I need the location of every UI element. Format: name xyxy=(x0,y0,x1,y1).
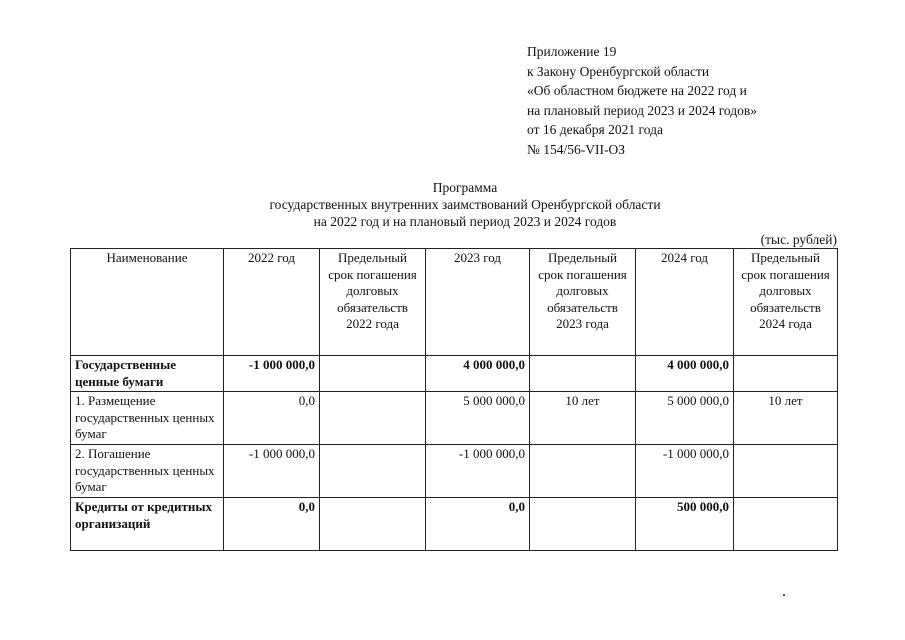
cell-term-2024 xyxy=(734,356,838,392)
cell-term-2022 xyxy=(320,392,426,445)
row-name: 1. Размещение государственных ценных бумаг xyxy=(71,392,224,445)
appendix-line: «Об областном бюджете на 2022 год и xyxy=(527,83,747,98)
appendix-line: № 154/56-VII-ОЗ xyxy=(527,141,626,157)
cell-2022: -1 000 000,0 xyxy=(224,445,320,498)
borrowing-program-table xyxy=(70,248,838,551)
cell-2022: 0,0 xyxy=(224,392,320,445)
cell-term-2023 xyxy=(530,356,636,392)
cell-2024: 5 000 000,0 xyxy=(636,392,734,445)
cell-2023: 4 000 000,0 xyxy=(426,356,530,392)
cell-2022: 0,0 xyxy=(224,498,320,551)
title-line: государственных внутренних заимствований Оренбургской области xyxy=(269,197,661,212)
appendix-line: от 16 декабря 2021 года xyxy=(527,122,663,137)
cell-2023: 5 000 000,0 xyxy=(426,392,530,445)
cell-2023: -1 000 000,0 xyxy=(426,445,530,498)
cell-2024: -1 000 000,0 xyxy=(636,445,734,498)
header-name: Наименование xyxy=(71,249,224,356)
header-2022: 2022 год xyxy=(224,249,320,356)
cell-term-2023 xyxy=(530,445,636,498)
appendix-line: на плановый период 2023 и 2024 годов» xyxy=(527,102,758,118)
cell-term-2024 xyxy=(734,498,838,551)
table-header-row xyxy=(71,249,838,356)
header-2023: 2023 год xyxy=(426,249,530,356)
appendix-line: к Закону Оренбургской области xyxy=(527,63,710,79)
cell-term-2022 xyxy=(320,356,426,392)
cell-term-2022 xyxy=(320,445,426,498)
document-title xyxy=(230,179,700,230)
header-2024: 2024 год xyxy=(636,249,734,356)
header-term-2022: Предельный срок погашения долговых обязательств 2022 года xyxy=(320,249,426,356)
table-row xyxy=(71,498,838,551)
cell-2024: 500 000,0 xyxy=(636,498,734,551)
appendix-block xyxy=(527,42,757,159)
units-label: (тыс. рублей) xyxy=(760,232,837,247)
cell-term-2024: 10 лет xyxy=(734,392,838,445)
table-row xyxy=(71,445,838,498)
appendix-line: Приложение 19 xyxy=(527,44,617,59)
cell-2024: 4 000 000,0 xyxy=(636,356,734,392)
row-name: 2. Погашение государственных ценных бумаг xyxy=(71,445,224,498)
cell-term-2024 xyxy=(734,445,838,498)
table-row xyxy=(71,392,838,445)
cell-2022: -1 000 000,0 xyxy=(224,356,320,392)
header-term-2024: Предельный срок погашения долговых обязательств 2024 года xyxy=(734,249,838,356)
cell-term-2023 xyxy=(530,498,636,551)
row-name: Кредиты от кредитных организаций xyxy=(71,498,224,551)
cell-2023: 0,0 xyxy=(426,498,530,551)
scan-speck xyxy=(783,594,785,596)
header-term-2023: Предельный срок погашения долговых обязательств 2023 года xyxy=(530,249,636,356)
cell-term-2022 xyxy=(320,498,426,551)
title-line: Программа xyxy=(432,180,498,195)
cell-term-2023: 10 лет xyxy=(530,392,636,445)
row-name: Государственные ценные бумаги xyxy=(71,356,224,392)
table-row xyxy=(71,356,838,392)
title-line: на 2022 год и на плановый период 2023 и 2024 годов xyxy=(313,214,617,229)
